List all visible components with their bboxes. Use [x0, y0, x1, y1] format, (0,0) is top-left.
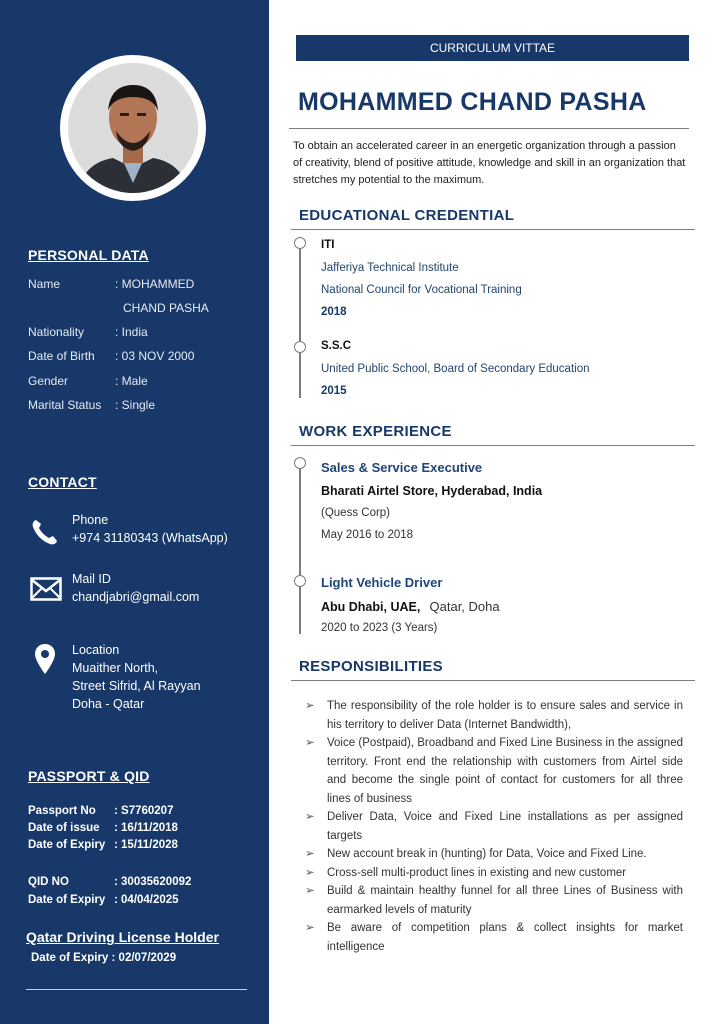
arrow-bullet-icon: ➢ [305, 848, 315, 860]
location-line-2: Street Sifrid, Al Rayyan [72, 679, 201, 693]
work-company-1: Bharati Airtel Store, Hyderabad, India [321, 484, 543, 498]
mail-label: Mail ID [72, 572, 111, 586]
work-divider [291, 445, 695, 446]
personal-row-dob: Date of Birth : 03 NOV 2000 [28, 349, 195, 363]
work-period-1: May 2016 to 2018 [321, 529, 414, 541]
passport-issue-row: Date of issue : 16/11/2018 [28, 822, 178, 834]
mail-value[interactable]: chandjabri@gmail.com [72, 590, 200, 604]
education-year-2: 2015 [321, 385, 347, 397]
work-node-2 [294, 575, 306, 587]
responsibility-item: ➢ Voice (Postpaid), Broadband and Fixed Line Business in the assigned territory. Front end the relationship with customers from Airtel side and become the single point of contact for customers for all three lines of business [305, 734, 683, 808]
work-period-2: 2020 to 2023 (3 Years) [321, 622, 438, 634]
responsibilities-list [305, 697, 683, 956]
education-degree-1: ITI [321, 239, 335, 251]
phone-icon [30, 518, 60, 546]
qid-number-row: QID NO : 30035620092 [28, 876, 192, 888]
sidebar [0, 0, 269, 1024]
arrow-bullet-icon: ➢ [305, 866, 315, 879]
location-label: Location [72, 643, 120, 657]
personal-row-nationality: Nationality : India [28, 325, 148, 339]
location-block [72, 641, 201, 713]
personal-row-marital: Marital Status : Single [28, 398, 156, 412]
personal-data-title: PERSONAL DATA [28, 247, 149, 263]
driving-license-title: Qatar Driving License Holder [26, 929, 219, 945]
arrow-bullet-icon: ➢ [305, 700, 315, 712]
responsibility-item: ➢ Deliver Data, Voice and Fixed Line installations as per assigned targets [305, 808, 683, 845]
education-year-1: 2018 [321, 306, 347, 318]
profile-photo [68, 63, 198, 193]
work-company-2-extra: Qatar, Doha [429, 599, 500, 614]
education-board-1: National Council for Vocational Training [321, 284, 522, 296]
responsibility-item: ➢ Be aware of competition plans & collect insights for market intelligence [305, 919, 683, 956]
work-role-1: Sales & Service Executive [321, 460, 483, 475]
passport-number-row: Passport No : S7760207 [28, 805, 174, 817]
education-divider [291, 229, 695, 230]
work-title: WORK EXPERIENCE [299, 423, 452, 440]
education-node-2 [294, 341, 306, 353]
education-degree-2: S.S.C [321, 340, 352, 352]
arrow-bullet-icon: ➢ [305, 737, 315, 749]
phone-block [72, 511, 228, 547]
profile-photo-frame [60, 55, 206, 201]
location-line-1: Muaither North, [72, 661, 159, 675]
work-role-2: Light Vehicle Driver [321, 575, 443, 590]
education-institute-1: Jafferiya Technical Institute [321, 262, 459, 274]
responsibility-item: ➢ The responsibility of the role holder is to ensure sales and service in his territory to deliver Data (Internet Bandwidth), [305, 697, 683, 734]
arrow-bullet-icon: ➢ [305, 922, 315, 934]
responsibility-item: ➢ New account break in (hunting) for Data, Voice and Fixed Line. [305, 845, 683, 864]
phone-value[interactable]: +974 31180343 (WhatsApp) [72, 531, 228, 545]
responsibility-item: ➢ Cross-sell multi-product lines in existing and new customer [305, 864, 683, 883]
personal-row-gender: Gender : Male [28, 374, 148, 388]
mail-icon [30, 577, 62, 601]
personal-row-name: Name : MOHAMMED [28, 277, 195, 291]
education-title: EDUCATIONAL CREDENTIAL [299, 207, 515, 224]
work-company-2: Abu Dhabi, UAE, [321, 600, 421, 614]
responsibilities-divider [291, 680, 695, 681]
cv-banner: CURRICULUM VITTAE [296, 35, 689, 61]
name-divider [289, 128, 689, 129]
passport-expiry-row: Date of Expiry : 15/11/2028 [28, 839, 178, 851]
main-content [269, 0, 724, 1024]
location-line-3: Doha - Qatar [72, 697, 145, 711]
work-timeline [299, 462, 301, 634]
contact-title: CONTACT [28, 474, 97, 490]
education-timeline [299, 242, 301, 398]
phone-label: Phone [72, 513, 109, 527]
qid-expiry-row: Date of Expiry : 04/04/2025 [28, 894, 179, 906]
personal-row-name-cont: CHAND PASHA [123, 301, 209, 315]
work-detail-1: (Quess Corp) [321, 507, 391, 519]
arrow-bullet-icon: ➢ [305, 811, 315, 823]
mail-block [72, 570, 199, 606]
passport-qid-title: PASSPORT & QID [28, 768, 150, 784]
driving-license-expiry: Date of Expiry : 02/07/2029 [31, 952, 177, 964]
arrow-bullet-icon: ➢ [305, 885, 315, 897]
sidebar-bottom-divider [26, 989, 247, 990]
education-institute-2: United Public School, Board of Secondary Education [321, 363, 590, 375]
responsibilities-title: RESPONSIBILITIES [299, 658, 443, 675]
work-node-1 [294, 457, 306, 469]
person-avatar-icon [68, 63, 198, 193]
education-node-1 [294, 237, 306, 249]
location-pin-icon [34, 643, 56, 675]
candidate-name: MOHAMMED CHAND PASHA [298, 88, 647, 116]
career-objective: To obtain an accelerated career in an energetic organization through a passion of creativity, blend of positive attitude, knowledge and skill in an organization that stretches my potential to the maximum. [293, 140, 686, 186]
responsibility-item: ➢ Build & maintain healthy funnel for all three Lines of Business with earmarked levels of maturity [305, 882, 683, 919]
work-company-2-row [321, 599, 500, 614]
